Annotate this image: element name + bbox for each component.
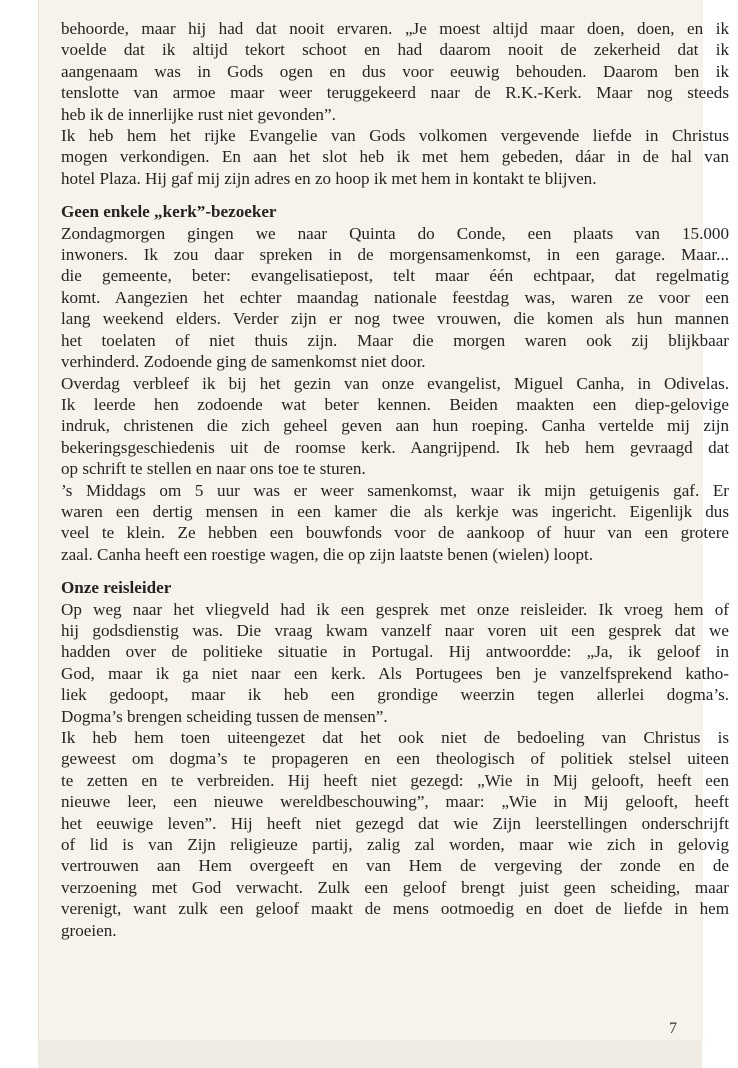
text-line: nieuwe leer, een nieuwe wereldbeschouwing”, maar: „Wie in Mij gelooft, heeft bbox=[61, 792, 729, 812]
text-line: verzoening met God verwacht. Zulk een geloof brengt juist geen scheiding, maar bbox=[61, 877, 729, 897]
text-line: verenigt, want zulk een geloof maakt de mens ootmoedig en doet de liefde in hem bbox=[61, 899, 729, 919]
paragraph bbox=[61, 18, 729, 125]
text-line: verhinderd. Zodoende ging de samenkomst niet door. bbox=[61, 352, 426, 372]
text-line: ’s Middags om 5 uur was er weer samenkomst, waar ik mijn getuigenis gaf. Er bbox=[61, 480, 729, 500]
text-line: inwoners. Ik zou daar spreken in de morgensamenkomst, in een garage. Maar... bbox=[61, 245, 729, 265]
paragraph bbox=[61, 373, 729, 480]
text-line: die gemeente, beter: evangelisatiepost, telt maar één echtpaar, dat regelmatig bbox=[61, 266, 729, 286]
text-line: tenslotte van armoe maar weer teruggekeerd naar de R.K.-Kerk. Maar nog steeds bbox=[61, 83, 729, 103]
text-line: groeien. bbox=[61, 920, 117, 940]
text-line: God, maar ik ga niet naar een kerk. Als Portugees ben je vanzelfsprekend katho- bbox=[61, 663, 729, 683]
text-line: te zetten en te verbreiden. Hij heeft niet gezegd: „Wie in Mij gelooft, heeft een bbox=[61, 770, 729, 790]
text-line: indruk, christenen die zich geheel geven aan hun roeping. Canha vertelde mij zijn bbox=[61, 416, 729, 436]
paragraph bbox=[61, 223, 729, 373]
page-bottom-band bbox=[38, 1040, 702, 1068]
text-line: komt. Aangezien het echter maandag nationale feestdag was, waren ze voor een bbox=[61, 287, 729, 307]
paragraph bbox=[61, 480, 729, 566]
text-line: Ik heb hem het rijke Evangelie van Gods volkomen vergevende liefde in Christus bbox=[61, 126, 729, 146]
text-line: lang weekend elders. Verder zijn er nog twee vrouwen, die komen als hun mannen bbox=[61, 309, 729, 329]
text-line: op schrift te stellen en naar ons toe te sturen. bbox=[61, 459, 366, 479]
text-line: behoorde, maar hij had dat nooit ervaren. „Je moest altijd maar doen, doen, en ik bbox=[61, 19, 729, 38]
section-heading: Onze reisleider bbox=[61, 578, 172, 598]
text-line: Ik leerde hen zodoende wat beter kennen. Beiden maakten een diep-gelovige bbox=[61, 394, 729, 414]
text-line: Op weg naar het vliegveld had ik een gesprek met onze reisleider. Ik vroeg hem of bbox=[61, 599, 729, 619]
text-line: Ik heb hem toen uiteengezet dat het ook niet de bedoeling van Christus is bbox=[61, 728, 729, 747]
section-gap bbox=[61, 565, 729, 577]
text-line: bekeringsgeschiedenis uit de roomse kerk. Aangrijpend. Ik heb hem gevraagd dat bbox=[61, 437, 729, 457]
text-line: hotel Plaza. Hij gaf mij zijn adres en zo hoop ik met hem in kontakt te blijven. bbox=[61, 168, 597, 188]
text-line: het eeuwige leven”. Hij heeft niet gezegd dat wie Zijn leerstellingen onderschrijft bbox=[61, 813, 729, 833]
text-line: of lid is van Zijn religieuze partij, zalig zal worden, maar wie zich in gelovig bbox=[61, 835, 729, 855]
section-gap bbox=[61, 189, 729, 201]
text-line: heb ik de innerlijke rust niet gevonden”. bbox=[61, 104, 336, 124]
text-line: mogen verkondigen. En aan het slot heb ik met hem gebeden, dáar in de hal van bbox=[61, 147, 729, 167]
page-number: 7 bbox=[669, 1020, 677, 1037]
text-line: waren een dertig mensen in een kamer die als kerkje was ingericht. Eigenlijk dus bbox=[61, 501, 729, 521]
paragraph bbox=[61, 125, 729, 189]
text-line: zaal. Canha heeft een roestige wagen, die op zijn laatste benen (wielen) loopt. bbox=[61, 544, 594, 564]
text-line: Zondagmorgen gingen we naar Quinta do Conde, een plaats van 15.000 bbox=[61, 223, 729, 243]
text-line: voelde dat ik altijd tekort schoot en had daarom nooit de zekerheid dat ik bbox=[61, 40, 729, 60]
text-line: het toelaten of niet thuis zijn. Maar die morgen waren ook zij blijkbaar bbox=[61, 330, 729, 350]
text-line: Dogma’s brengen scheiding tussen de mensen”. bbox=[61, 706, 388, 726]
text-line: geweest om dogma’s te propageren en een theologisch of politiek stelsel uiteen bbox=[61, 749, 729, 769]
text-line: hij godsdienstig was. Die vraag kwam vanzelf naar voren uit een gesprek dat we bbox=[61, 620, 729, 640]
section-heading: Geen enkele „kerk”-bezoeker bbox=[61, 202, 277, 222]
text-line: veel te klein. Ze hebben een bouwfonds voor de aankoop of huur van een grotere bbox=[61, 523, 729, 543]
book-page bbox=[38, 0, 729, 1040]
text-line: hadden over de politieke situatie in Portugal. Hij antwoordde: „Ja, ik geloof in bbox=[61, 642, 729, 662]
page-body bbox=[61, 18, 729, 941]
text-line: vertrouwen aan Hem overgeeft en van Hem de vergeving der zonde en de bbox=[61, 856, 729, 876]
text-line: liek gedoopt, maar ik heb een grondige weerzin tegen allerlei dogma’s. bbox=[61, 685, 729, 705]
text-line: aangenaam was in Gods ogen en dus voor eeuwig behouden. Daarom ben ik bbox=[61, 61, 729, 81]
paragraph bbox=[61, 599, 729, 727]
paragraph bbox=[61, 727, 729, 941]
text-line: Overdag verbleef ik bij het gezin van onze evangelist, Miguel Canha, in Odivelas. bbox=[61, 373, 729, 393]
